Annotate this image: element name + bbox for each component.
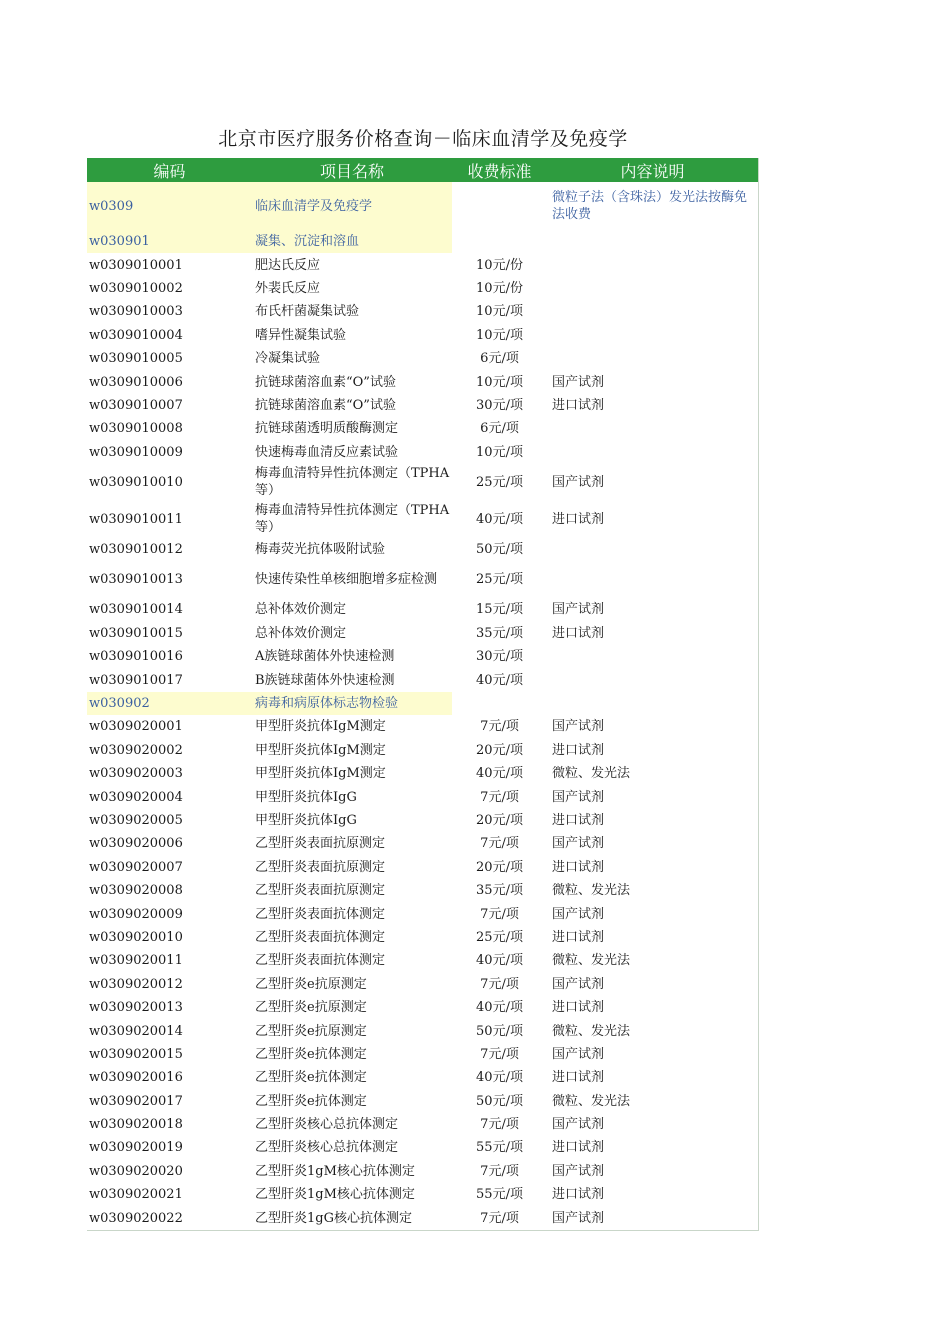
code-cell: w0309020014: [89, 1023, 183, 1039]
code-cell: w0309010006: [89, 374, 183, 390]
note-cell: 进口试剂: [552, 511, 605, 527]
price-cell: 55元/项: [476, 1140, 523, 1156]
name-cell: 梅毒血清特异性抗体测定（TPHA等）: [255, 466, 450, 499]
code-cell: w0309020021: [89, 1187, 183, 1203]
table-body: [87, 182, 758, 1230]
price-cell: 20元/项: [476, 813, 523, 828]
name-cell: 乙型肝炎表面抗原测定: [255, 836, 386, 852]
price-cell: 7元/项: [480, 836, 519, 852]
note-cell: [547, 230, 758, 253]
name-cell: 乙型肝炎e抗体测定: [255, 1093, 367, 1109]
note-cell: 进口试剂: [552, 1140, 605, 1156]
table-row: [87, 996, 758, 1019]
code-cell: w0309020016: [89, 1070, 183, 1086]
price-cell: 7元/项: [480, 719, 519, 735]
table-row: [87, 856, 758, 879]
name-cell: 肥达氏反应: [255, 257, 321, 273]
code-cell: w0309020018: [89, 1117, 183, 1133]
table-row: [87, 464, 758, 501]
name-cell: 布氏杆菌凝集试验: [255, 304, 360, 320]
price-cell: 25元/项: [476, 929, 523, 945]
price-cell: 7元/项: [480, 976, 519, 992]
table-row: [87, 762, 758, 785]
note-cell: 国产试剂: [552, 719, 605, 735]
name-cell: 临床血清学及免疫学: [252, 182, 452, 230]
note-cell: [547, 441, 758, 464]
code-cell: w0309020009: [89, 906, 183, 922]
code-cell: w0309020022: [89, 1210, 183, 1226]
code-cell: w0309020010: [89, 929, 183, 945]
name-cell: 抗链球菌透明质酸酶测定: [255, 421, 399, 437]
table-row: [87, 1043, 758, 1066]
name-cell: 乙型肝炎核心总抗体测定: [255, 1117, 399, 1133]
header-name: 项目名称: [319, 161, 384, 181]
code-cell: w0309020005: [89, 813, 183, 828]
name-cell: 甲型肝炎抗体IgM测定: [255, 766, 386, 782]
name-cell: 乙型肝炎表面抗体测定: [255, 906, 386, 922]
name-cell: 病毒和病原体标志物检验: [252, 692, 452, 715]
code-cell: w030902: [87, 692, 252, 715]
note-cell: 国产试剂: [552, 906, 605, 922]
table-row: [87, 645, 758, 668]
name-cell: 乙型肝炎表面抗原测定: [255, 883, 386, 899]
category-row: [87, 182, 758, 230]
name-cell: 乙型肝炎e抗原测定: [255, 1023, 367, 1039]
table-row: [87, 598, 758, 621]
price-cell: 30元/项: [476, 649, 523, 665]
table-row: [87, 739, 758, 762]
code-cell: w0309010001: [89, 257, 183, 273]
code-cell: w0309010008: [89, 421, 183, 437]
price-cell: 7元/项: [480, 906, 519, 922]
table-row: [87, 1019, 758, 1042]
table-row: [87, 538, 758, 561]
note-cell: 国产试剂: [552, 474, 605, 490]
code-cell: w0309020001: [89, 719, 183, 735]
table-row: [87, 622, 758, 645]
price-cell: 25元/项: [476, 572, 523, 588]
note-cell: 微粒、发光法: [552, 1093, 631, 1109]
table-row: [87, 501, 758, 538]
price-cell: 7元/项: [480, 1046, 519, 1062]
name-cell: 乙型肝炎表面抗体测定: [255, 929, 386, 945]
table-row: [87, 324, 758, 347]
name-cell: 快速传染性单核细胞增多症检测: [255, 572, 438, 588]
code-cell: w0309010011: [89, 511, 183, 527]
table-row: [87, 417, 758, 440]
price-cell: [452, 230, 547, 253]
price-cell: 40元/项: [476, 766, 523, 782]
note-cell: 进口试剂: [552, 742, 605, 758]
code-cell: w0309010016: [89, 649, 183, 665]
price-cell: 10元/项: [476, 327, 523, 343]
code-cell: w0309010003: [89, 304, 183, 320]
header-price: 收费标准: [467, 161, 532, 181]
note-cell: 微粒、发光法: [552, 1023, 631, 1039]
code-cell: w0309010007: [89, 397, 183, 413]
name-cell: 抗链球菌溶血素“O”试验: [255, 397, 396, 413]
name-cell: 梅毒血清特异性抗体测定（TPHA等）: [255, 503, 450, 536]
note-cell: 国产试剂: [552, 602, 605, 618]
category-row: [87, 692, 758, 715]
note-cell: 进口试剂: [552, 929, 605, 945]
price-cell: 40元/项: [476, 511, 523, 527]
code-cell: w0309020012: [89, 976, 183, 992]
header-code: 编码: [153, 161, 186, 181]
name-cell: 冷凝集试验: [255, 351, 321, 367]
table-row: [87, 1183, 758, 1206]
code-cell: w0309020003: [89, 766, 183, 782]
price-cell: [452, 692, 547, 715]
table-row: [87, 347, 758, 370]
note-cell: 微粒、发光法: [552, 766, 631, 782]
note-cell: [547, 324, 758, 347]
table-row: [87, 1160, 758, 1183]
table-header: [87, 158, 758, 182]
category-row: [87, 230, 758, 253]
note-cell: 进口试剂: [552, 1000, 605, 1016]
note-cell: [547, 668, 758, 691]
code-cell: w0309020002: [89, 742, 183, 758]
note-cell: 国产试剂: [552, 374, 605, 390]
name-cell: 乙型肝炎e抗体测定: [255, 1046, 367, 1062]
table-row: [87, 949, 758, 972]
code-cell: w0309010010: [89, 474, 183, 490]
price-table: [87, 158, 759, 1231]
table-row: [87, 277, 758, 300]
name-cell: 总补体效价测定: [255, 602, 347, 618]
price-cell: 25元/项: [476, 474, 523, 490]
code-cell: w0309020011: [89, 953, 183, 969]
price-cell: 10元/项: [476, 444, 523, 460]
price-cell: [452, 182, 547, 230]
code-cell: w0309020007: [89, 859, 183, 875]
note-cell: 国产试剂: [552, 1117, 605, 1133]
name-cell: 外裴氏反应: [255, 280, 321, 296]
price-cell: 7元/项: [480, 1163, 519, 1179]
price-cell: 6元/项: [480, 351, 519, 367]
code-cell: w0309010009: [89, 444, 183, 460]
price-cell: 30元/项: [476, 397, 523, 413]
name-cell: 抗链球菌溶血素“O”试验: [255, 374, 396, 390]
table-row: [87, 785, 758, 808]
name-cell: 乙型肝炎e抗体测定: [255, 1070, 367, 1086]
price-cell: 10元/份: [476, 280, 523, 296]
note-cell: 微粒子法（含珠法）发光法按酶免法收费: [552, 190, 748, 222]
price-cell: 20元/项: [476, 859, 523, 875]
code-cell: w0309010013: [89, 572, 183, 588]
note-cell: 国产试剂: [552, 1210, 605, 1226]
note-cell: [547, 417, 758, 440]
name-cell: A族链球菌体外快速检测: [255, 649, 395, 665]
table-row: [87, 253, 758, 276]
name-cell: 甲型肝炎抗体IgG: [255, 789, 357, 805]
price-cell: 55元/项: [476, 1187, 523, 1203]
name-cell: 乙型肝炎表面抗体测定: [255, 953, 386, 969]
note-cell: [547, 645, 758, 668]
code-cell: w0309020013: [89, 1000, 183, 1016]
table-row: [87, 1136, 758, 1159]
name-cell: B族链球菌体外快速检测: [255, 672, 395, 688]
note-cell: 国产试剂: [552, 836, 605, 852]
name-cell: 乙型肝炎表面抗原测定: [255, 859, 386, 875]
code-cell: w0309020004: [89, 789, 183, 805]
price-cell: 15元/项: [476, 602, 523, 618]
name-cell: 乙型肝炎e抗原测定: [255, 976, 367, 992]
price-cell: 40元/项: [476, 1000, 523, 1016]
name-cell: 凝集、沉淀和溶血: [252, 230, 452, 253]
name-cell: 甲型肝炎抗体IgM测定: [255, 742, 386, 758]
table-row: [87, 879, 758, 902]
note-cell: [547, 692, 758, 715]
price-cell: 7元/项: [480, 1210, 519, 1226]
name-cell: 乙型肝炎1gG核心抗体测定: [255, 1210, 412, 1226]
code-cell: w0309020006: [89, 836, 183, 852]
note-cell: [547, 561, 758, 598]
table-row: [87, 668, 758, 691]
price-cell: 50元/项: [476, 1023, 523, 1039]
code-cell: w0309010004: [89, 327, 183, 343]
price-cell: 10元/项: [476, 374, 523, 390]
name-cell: 乙型肝炎核心总抗体测定: [255, 1140, 399, 1156]
price-cell: 10元/份: [476, 257, 523, 273]
table-row: [87, 902, 758, 925]
code-cell: w0309020017: [89, 1093, 183, 1109]
table-row: [87, 394, 758, 417]
name-cell: 快速梅毒血清反应素试验: [255, 444, 399, 460]
page-title: 北京市医疗服务价格查询－临床血清学及免疫学: [218, 128, 628, 150]
table-row: [87, 809, 758, 832]
price-cell: 50元/项: [476, 1093, 523, 1109]
price-cell: 6元/项: [480, 421, 519, 437]
name-cell: 甲型肝炎抗体IgM测定: [255, 719, 386, 735]
note-cell: [547, 253, 758, 276]
table-row: [87, 1206, 758, 1229]
price-cell: 40元/项: [476, 1070, 523, 1086]
name-cell: 乙型肝炎1gM核心抗体测定: [255, 1187, 415, 1203]
note-cell: 进口试剂: [552, 859, 605, 875]
name-cell: 嗜异性凝集试验: [255, 327, 347, 343]
table-row: [87, 832, 758, 855]
code-cell: w0309010017: [89, 672, 183, 688]
code-cell: w0309010014: [89, 602, 183, 618]
note-cell: [547, 300, 758, 323]
table-row: [87, 1066, 758, 1089]
price-cell: 50元/项: [476, 542, 523, 558]
note-cell: 国产试剂: [552, 789, 605, 805]
note-cell: 微粒、发光法: [552, 953, 631, 969]
note-cell: 进口试剂: [552, 625, 605, 641]
price-cell: 35元/项: [476, 625, 523, 641]
table-row: [87, 300, 758, 323]
note-cell: 进口试剂: [552, 813, 605, 828]
code-cell: w0309020015: [89, 1046, 183, 1062]
price-cell: 20元/项: [476, 742, 523, 758]
table-row: [87, 441, 758, 464]
price-cell: 10元/项: [476, 304, 523, 320]
price-cell: 40元/项: [476, 672, 523, 688]
note-cell: 进口试剂: [552, 397, 605, 413]
note-cell: [547, 277, 758, 300]
table-row: [87, 1090, 758, 1113]
name-cell: 总补体效价测定: [255, 625, 347, 641]
code-cell: w0309010012: [89, 542, 183, 558]
price-cell: 40元/项: [476, 953, 523, 969]
code-cell: w0309020019: [89, 1140, 183, 1156]
table-row: [87, 370, 758, 393]
note-cell: [547, 538, 758, 561]
note-cell: 进口试剂: [552, 1187, 605, 1203]
name-cell: 甲型肝炎抗体IgG: [255, 813, 357, 828]
note-cell: [547, 347, 758, 370]
note-cell: 国产试剂: [552, 1046, 605, 1062]
note-cell: 微粒、发光法: [552, 883, 631, 899]
code-cell: w0309020020: [89, 1163, 183, 1179]
table-row: [87, 926, 758, 949]
code-cell: w0309: [87, 182, 252, 230]
code-cell: w0309020008: [89, 883, 183, 899]
code-cell: w0309010015: [89, 625, 183, 641]
header-note: 内容说明: [620, 161, 685, 181]
note-cell: 进口试剂: [552, 1070, 605, 1086]
note-cell: 国产试剂: [552, 1163, 605, 1179]
code-cell: w030901: [87, 230, 252, 253]
name-cell: 乙型肝炎e抗原测定: [255, 1000, 367, 1016]
note-cell: 国产试剂: [552, 976, 605, 992]
price-cell: 7元/项: [480, 1117, 519, 1133]
table-row: [87, 1113, 758, 1136]
table-row: [87, 715, 758, 738]
table-row: [87, 561, 758, 598]
price-cell: 35元/项: [476, 883, 523, 899]
name-cell: 乙型肝炎1gM核心抗体测定: [255, 1163, 415, 1179]
table-row: [87, 973, 758, 996]
code-cell: w0309010002: [89, 280, 183, 296]
code-cell: w0309010005: [89, 351, 183, 367]
price-cell: 7元/项: [480, 789, 519, 805]
name-cell: 梅毒荧光抗体吸附试验: [255, 542, 386, 558]
